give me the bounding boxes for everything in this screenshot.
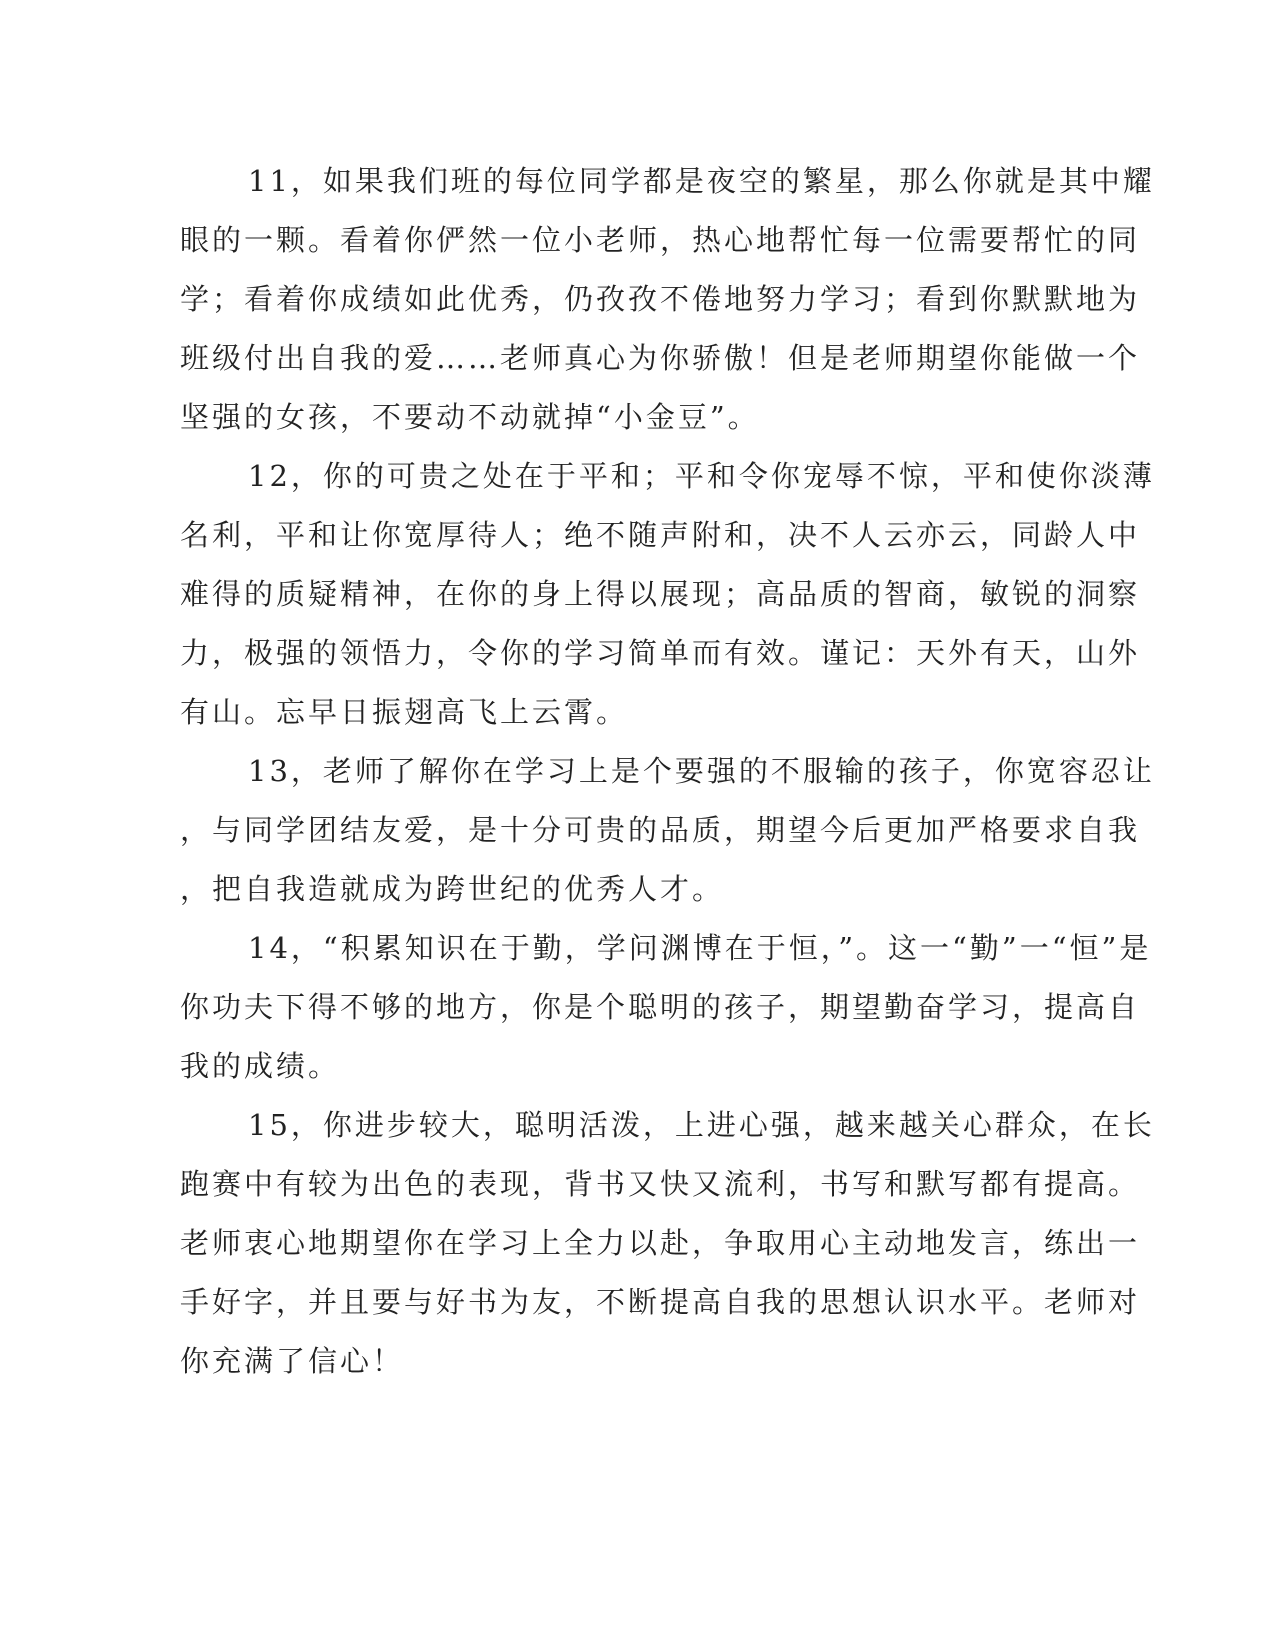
document-body [180, 152, 1155, 1391]
text-line: 力，极强的领悟力，令你的学习简单而有效。谨记：天外有天，山外 [180, 636, 1141, 670]
text-line: 难得的质疑精神，在你的身上得以展现；高品质的智商，敏锐的洞察 [180, 577, 1141, 611]
text-line: 眼的一颗。看着你俨然一位小老师，热心地帮忙每一位需要帮忙的同 [180, 223, 1141, 257]
text-line: 有山。忘早日振翅高飞上云霄。 [180, 695, 629, 729]
text-line: 12，你的可贵之处在于平和；平和令你宠辱不惊，平和使你淡薄 [248, 459, 1155, 493]
text-line: 坚强的女孩，不要动不动就掉“小金豆”。 [180, 400, 760, 434]
paragraph-14 [180, 919, 1152, 1096]
text-line: 名利，平和让你宽厚待人；绝不随声附和，决不人云亦云，同龄人中 [180, 518, 1141, 552]
paragraph-15 [180, 1096, 1155, 1391]
text-line: ，把自我造就成为跨世纪的优秀人才。 [180, 872, 725, 906]
text-line: 手好字，并且要与好书为友，不断提高自我的思想认识水平。老师对 [180, 1285, 1141, 1319]
text-line: 15，你进步较大，聪明活泼，上进心强，越来越关心群众，在长 [248, 1108, 1155, 1142]
text-line: 我的成绩。 [180, 1049, 341, 1083]
paragraph-12 [180, 447, 1155, 742]
text-line: 你功夫下得不够的地方，你是个聪明的孩子，期望勤奋学习，提高自 [180, 990, 1141, 1024]
text-line: 13，老师了解你在学习上是个要强的不服输的孩子，你宽容忍让 [248, 754, 1155, 788]
text-line: 学；看着你成绩如此优秀，仍孜孜不倦地努力学习；看到你默默地为 [180, 282, 1141, 316]
text-line: 老师衷心地期望你在学习上全力以赴，争取用心主动地发言，练出一 [180, 1226, 1141, 1260]
text-line: ，与同学团结友爱，是十分可贵的品质，期望今后更加严格要求自我 [180, 813, 1141, 847]
text-line: 你充满了信心！ [180, 1344, 405, 1378]
text-line: 11，如果我们班的每位同学都是夜空的繁星，那么你就是其中耀 [248, 164, 1155, 198]
text-line: 班级付出自我的爱……老师真心为你骄傲！但是老师期望你能做一个 [180, 341, 1141, 375]
paragraph-11 [180, 152, 1155, 447]
text-line: 跑赛中有较为出色的表现，背书又快又流利，书写和默写都有提高。 [180, 1167, 1141, 1201]
text-line: 14，“积累知识在于勤，学问渊博在于恒，”。这一“勤”一“恒”是 [248, 931, 1152, 965]
paragraph-13 [180, 742, 1155, 919]
